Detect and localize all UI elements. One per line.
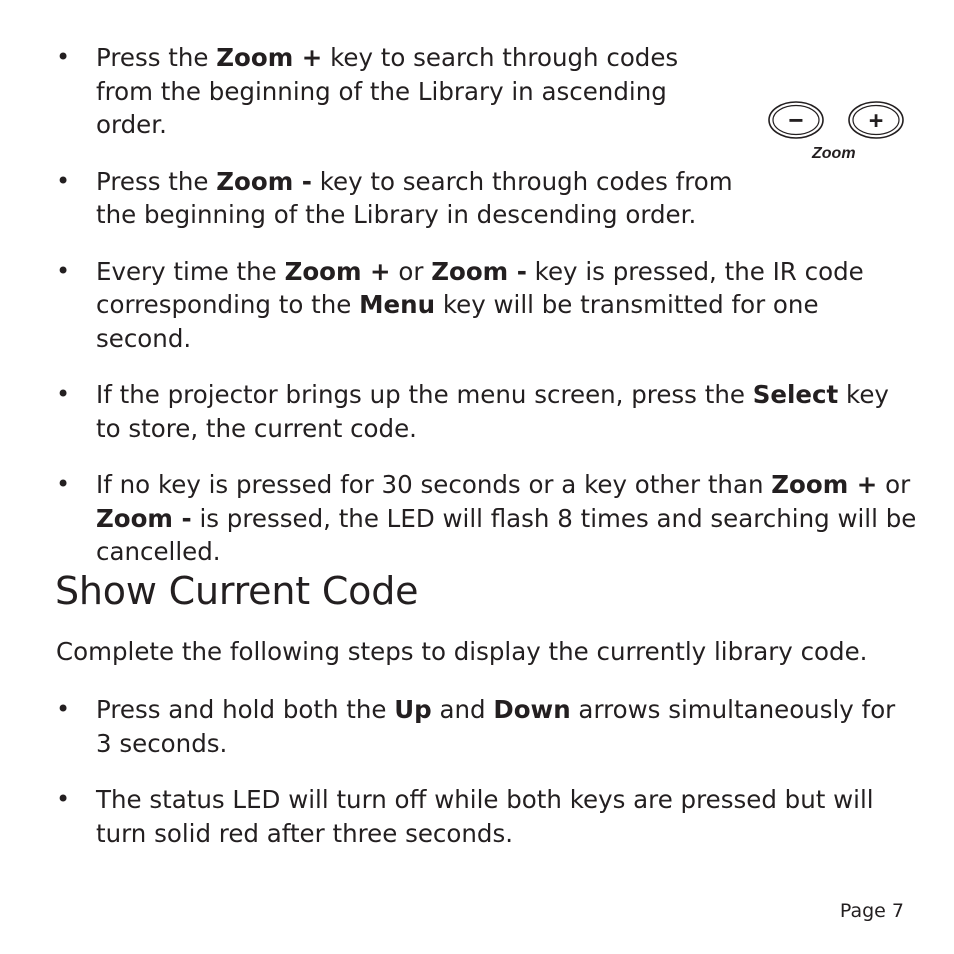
list-item-text: If no key is pressed for 30 seconds or a key other than Zoom + or Zoom - is pressed, the LED will flash 8 times and searching will be cancelled.: [96, 470, 917, 566]
list-item-text: Every time the Zoom + or Zoom - key is pressed, the IR code corresponding to the Menu key will be transmitted for one second.: [96, 256, 864, 353]
minus-symbol: −: [788, 105, 804, 135]
bullet: •: [56, 43, 71, 71]
page-number: Page 7: [839, 900, 904, 922]
key-name: Up: [394, 695, 432, 724]
bullet: •: [56, 166, 71, 195]
key-name: Zoom +: [216, 43, 323, 72]
instruction-list-show-code: [56, 693, 918, 850]
zoom-plus-key-icon: [849, 102, 903, 138]
bullet: •: [56, 256, 71, 285]
key-name: Zoom +: [284, 256, 391, 286]
section-intro: Complete the following steps to display the currently library code.: [56, 637, 868, 666]
list-item-text: The status LED will turn off while both keys are pressed but will turn solid red after three seconds.: [96, 785, 874, 848]
key-name: Menu: [359, 290, 436, 319]
list-item-text: Press the Zoom + key to search through codes from the beginning of the Library in ascending order.: [96, 43, 679, 139]
key-name: Zoom -: [216, 166, 312, 196]
section-heading: Show Current Code: [55, 569, 419, 613]
list-item-text: If the projector brings up the menu screen, press the Select key to store, the current code.: [96, 380, 889, 443]
list-item: [56, 468, 918, 569]
list-item: [56, 378, 918, 445]
zoom-minus-key-icon: [769, 102, 823, 138]
zoom-label: Zoom: [812, 145, 856, 162]
list-item-text: Press and hold both the Up and Down arrows simultaneously for 3 seconds.: [96, 695, 896, 758]
bullet: •: [56, 695, 71, 723]
bullet: •: [56, 470, 71, 498]
list-item: [56, 783, 918, 850]
key-name: Down: [493, 695, 571, 724]
key-name: Zoom -: [431, 256, 527, 286]
bullet: •: [56, 785, 71, 813]
list-item: [56, 693, 918, 760]
key-name: Select: [752, 380, 839, 409]
key-name: Zoom -: [96, 503, 192, 533]
plus-symbol: +: [868, 107, 884, 135]
key-name: Zoom +: [771, 470, 878, 499]
bullet: •: [56, 380, 71, 408]
list-item-text: Press the Zoom - key to search through codes from the beginning of the Library in descending order.: [96, 166, 733, 229]
list-item: [56, 255, 918, 356]
list-item: [56, 165, 918, 232]
